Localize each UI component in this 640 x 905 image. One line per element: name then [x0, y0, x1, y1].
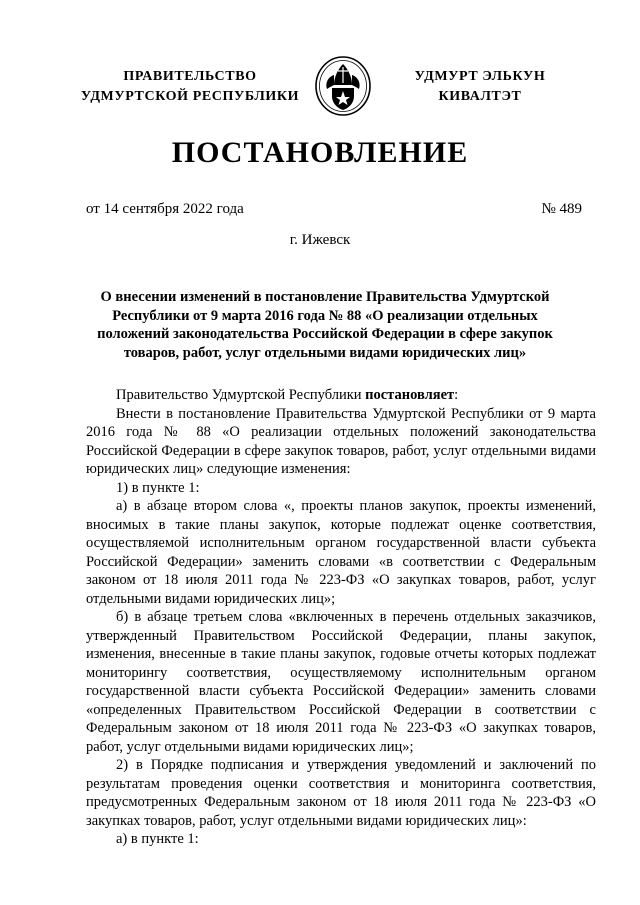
paragraph-resolves: Правительство Удмуртской Республики постановляет: [116, 387, 459, 403]
paragraph-item-2a: а) в пункте 1: [116, 831, 199, 847]
paragraph-amend-intro: Внести в постановление Правительства Удмуртской Республики от 9 марта 2016 года № 88 «О реализации отдельных положений законодательства Российской Федерации в сфере закупок товаров, работ, услуг отдельными видами юридических лиц» следующие изменения: [86, 405, 596, 477]
document-type: ПОСТАНОВЛЕНИЕ [171, 136, 469, 169]
issuer-name-russian [70, 67, 310, 107]
paragraph-item-1b: б) в абзаце третьем слова «включенных в перечень отдельных заказчиков, утвержденный Правительством Российской Федерации, планы закупок, изменения, внесенные в такие планы закупок, годовые отчеты которых подлежат мониторингу соответствия, осуществляемому исполнительным органом государственной власти субъекта Российской Федерации» заменить словами «определенных Правительством Российской Федерации в соответствии с Федеральным законом от 18 июля 2011 года № 223-ФЗ «О закупках товаров, работ, услуг отдельными видами юридических лиц»; [86, 609, 596, 755]
issuer-udm-line-1: УДМУРТ ЭЛЬКУН [414, 69, 546, 84]
document-title: О внесении изменений в постановление Правительства Удмуртской Республики от 9 марта 2016 года № 88 «О реализации отдельных положений законодательства Российской Федерации в сфере закупок товаров, работ, услуг отдельными видами юридических лиц» [97, 289, 553, 361]
issuer-name-udmurt [385, 67, 575, 107]
udmurt-coat-of-arms-icon [314, 55, 372, 117]
paragraph-item-2: 2) в Порядке подписания и утверждения уведомлений и заключений по результатам проведения оценки соответствия и мониторинга соответствия, предусмотренных Федеральным законом от 18 июля 2011 года № 223-ФЗ «О закупках товаров, работ, услуг отдельными видами юридических лиц»: [86, 757, 596, 829]
resolves-keyword: постановляет [365, 387, 455, 403]
document-date: от 14 сентября 2022 года [86, 201, 244, 217]
document-body [86, 386, 596, 849]
document-number: № 489 [541, 201, 582, 217]
issuer-line-1: ПРАВИТЕЛЬСТВО [123, 69, 257, 84]
issuer-udm-line-2: КИВАЛТЭТ [438, 89, 522, 104]
document-city: г. Ижевск [289, 232, 351, 248]
paragraph-item-1: 1) в пункте 1: [116, 479, 200, 496]
issuer-line-2: УДМУРТСКОЙ РЕСПУБЛИКИ [80, 89, 300, 104]
paragraph-item-1a: а) в абзаце втором слова «, проекты планов закупок, проекты изменений, вносимых в такие планы закупок, которые подлежат оценке соответствия, осуществляемой исполнительным органом государственной власти субъекта Российской Федерации» заменить словами «в соответствии с Федеральным законом от 18 июля 2011 года № 223-ФЗ «О закупках товаров, работ, услуг отдельными видами юридических лиц»; [86, 498, 596, 607]
